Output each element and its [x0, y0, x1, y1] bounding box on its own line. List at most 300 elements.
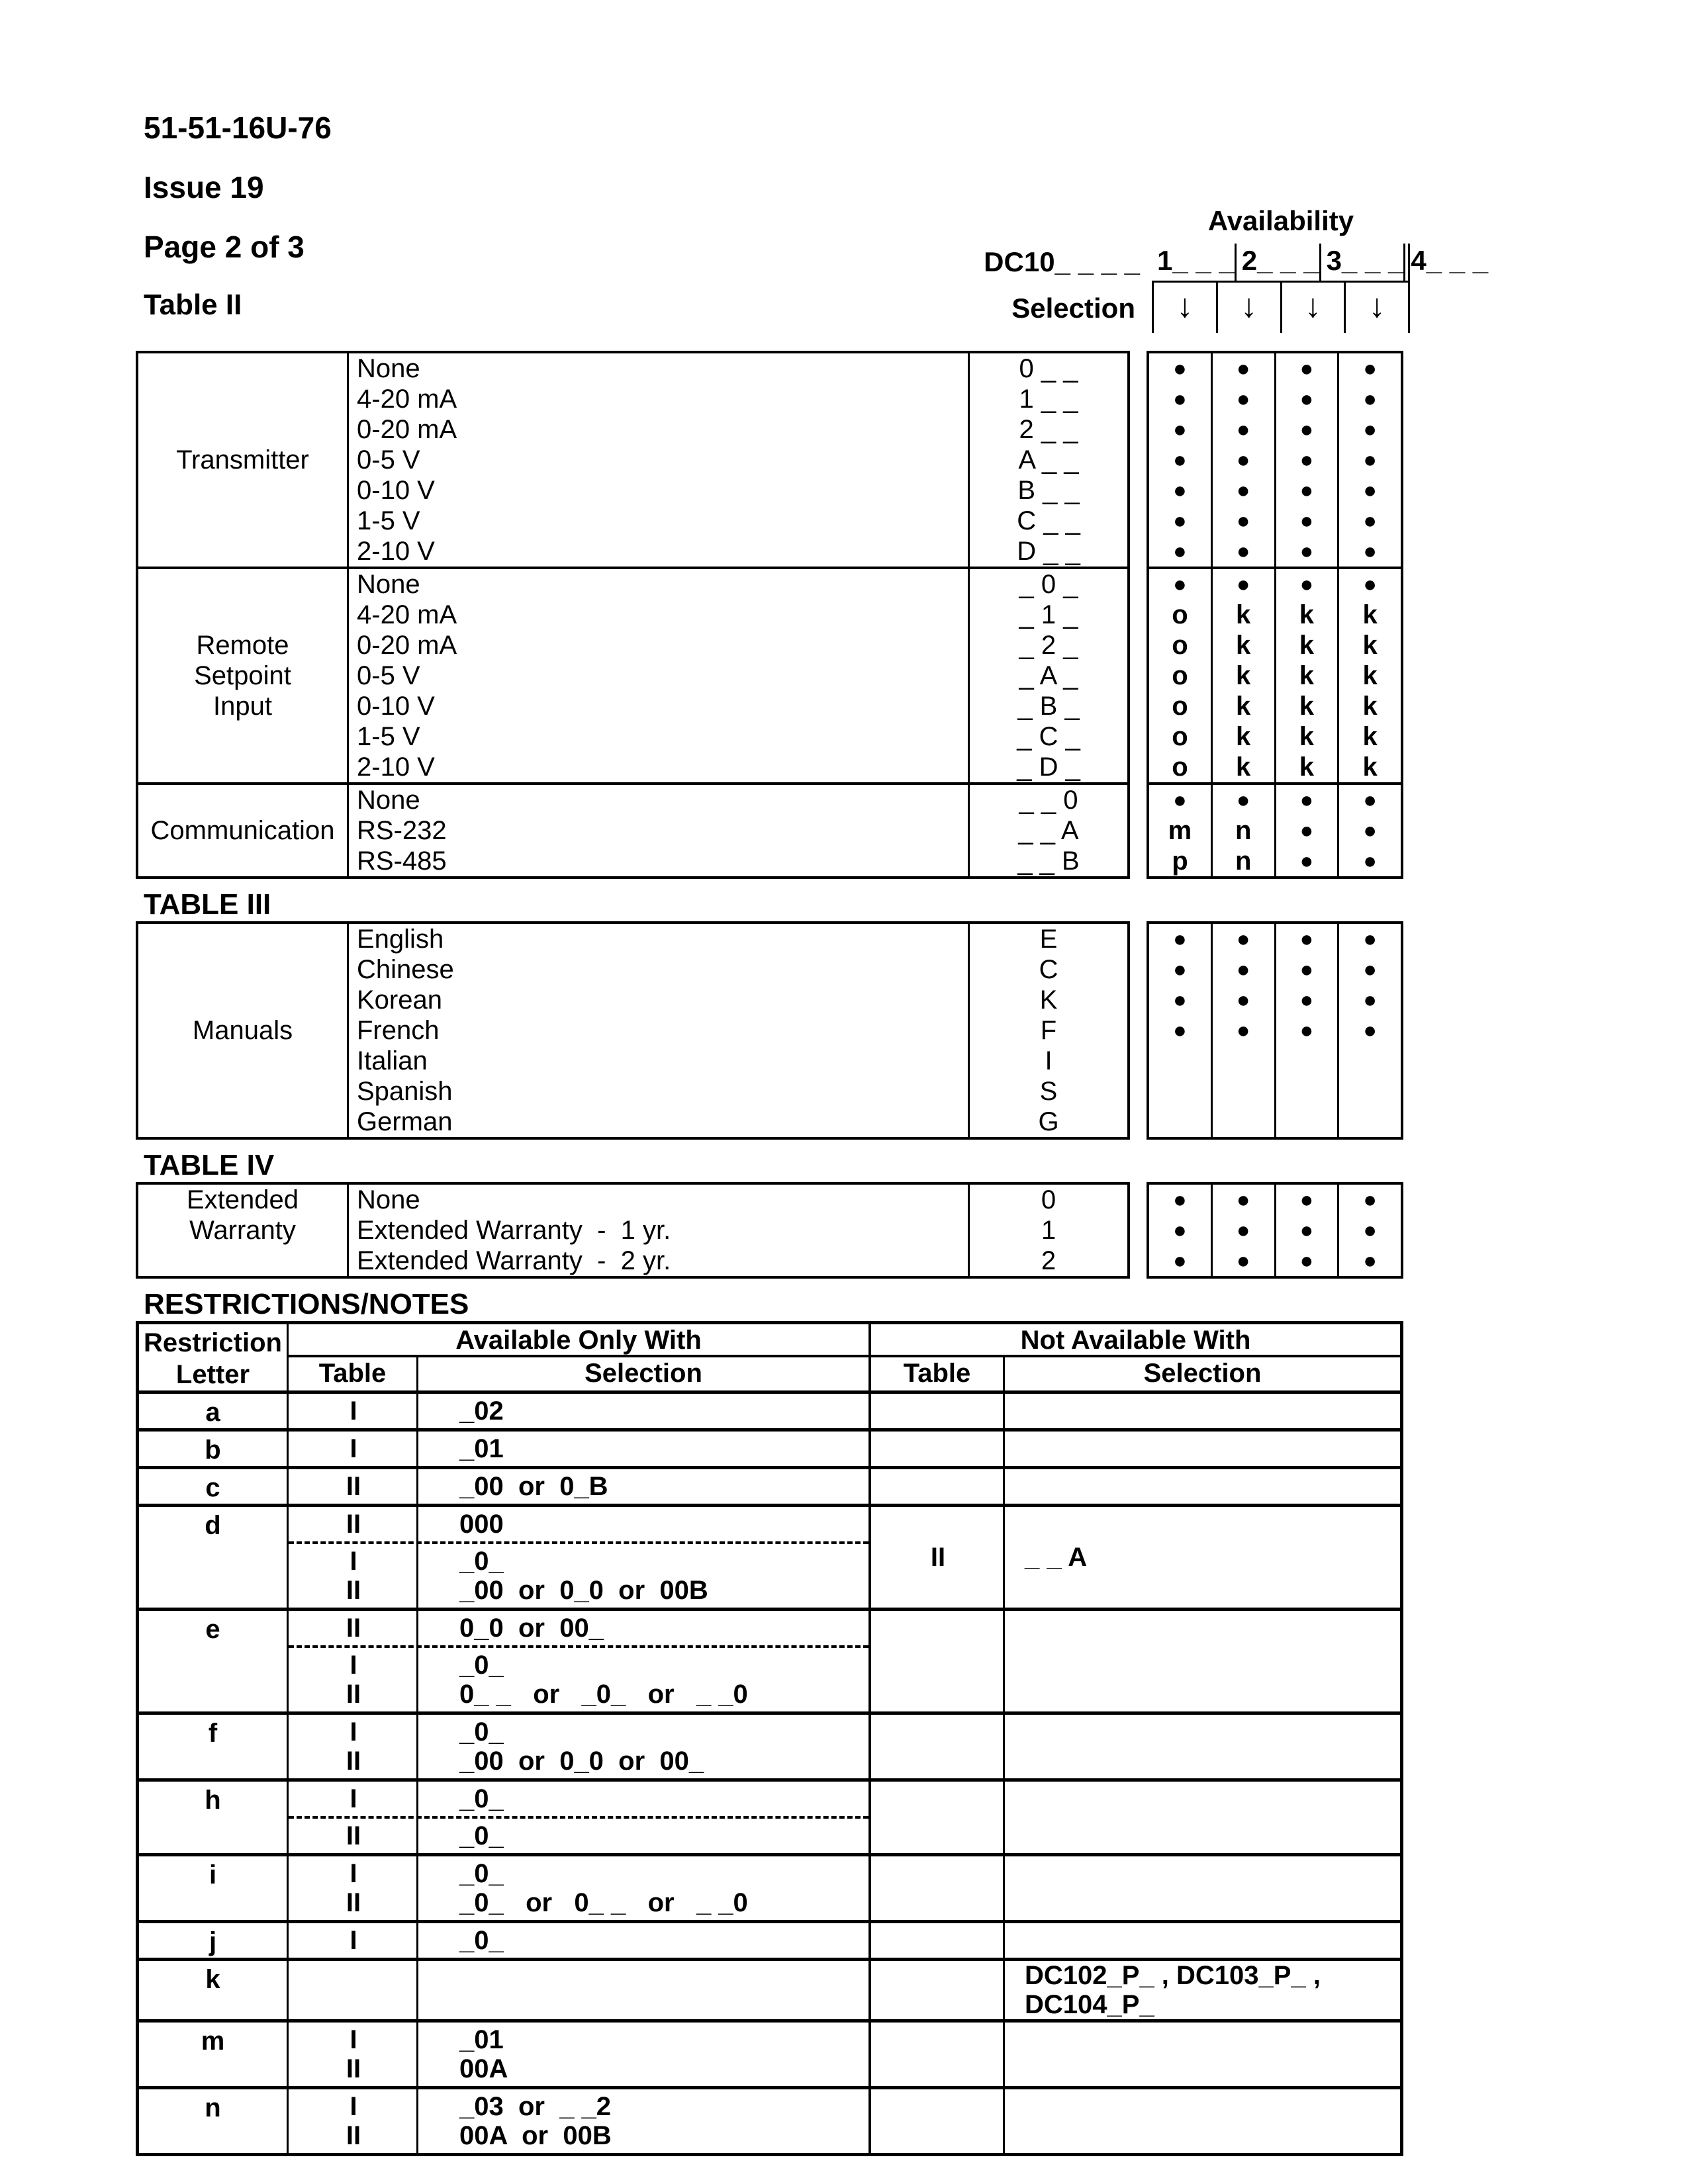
availability-mark: ●	[1299, 957, 1314, 982]
option-label: 0-5 V	[357, 661, 420, 690]
availability-column	[1337, 785, 1401, 876]
availability-section	[1149, 353, 1401, 569]
availability-column	[1337, 1185, 1401, 1276]
restrictions-header-row2	[289, 1357, 1400, 1390]
selection-code: _ A _	[1019, 661, 1078, 690]
availability-mark: o	[1172, 752, 1188, 782]
restrictions-title: RESTRICTIONS/NOTES	[144, 1288, 469, 1320]
selection-code: C _ _	[1017, 506, 1080, 535]
availability-mark: ●	[1363, 957, 1377, 982]
available-only-with-cell	[289, 1432, 871, 1466]
restriction-line	[289, 2054, 868, 2083]
category-cell	[138, 785, 349, 876]
model-number-prefix: DC10_ _ _ _	[984, 246, 1140, 277]
restriction-selection: 00A	[459, 2054, 508, 2083]
selection-code: _ _ A	[1018, 816, 1079, 845]
selection-code: _ B _	[1017, 692, 1080, 721]
availability-mark: ●	[1363, 1187, 1377, 1212]
selections-cell	[970, 353, 1127, 567]
availability-mark: ●	[1299, 356, 1314, 381]
restrictions-header-row1	[289, 1324, 1400, 1357]
restriction-line	[289, 1784, 868, 1813]
naw-selection-line: _ _ A	[1025, 1543, 1088, 1572]
availability-mark: ●	[1173, 417, 1187, 442]
restriction-line	[289, 1888, 868, 1917]
availability-mark: ●	[1173, 1018, 1187, 1043]
option-label: English	[357, 925, 444, 954]
down-arrow-icon: ↓	[1280, 283, 1344, 333]
aow-selection-header: Selection	[418, 1357, 871, 1390]
availability-mark: k	[1236, 600, 1251, 629]
availability-mark: ●	[1236, 1018, 1250, 1043]
selection-code: 2	[1041, 1246, 1056, 1275]
not-available-with-cell	[871, 1782, 1400, 1853]
availability-mark: k	[1362, 752, 1378, 782]
restriction-line	[289, 1472, 868, 1501]
selection-code: A _ _	[1018, 445, 1079, 475]
selection-code: 1	[1041, 1216, 1056, 1245]
availability-mark: o	[1172, 692, 1188, 721]
selection-code: B _ _	[1017, 476, 1080, 505]
available-only-with-cell	[289, 1923, 871, 1958]
availability-column	[1337, 353, 1401, 567]
restriction-row	[139, 1782, 1400, 1856]
restriction-letter: j	[139, 1923, 289, 1958]
availability-column-label: 4_ _ _	[1403, 244, 1488, 281]
table-title: TABLE IV	[144, 1149, 275, 1181]
availability-mark: k	[1299, 661, 1315, 690]
availability-mark: ●	[1173, 356, 1187, 381]
category-label: Manuals	[192, 1016, 293, 1045]
category-label: Setpoint	[194, 661, 291, 690]
availability-mark: k	[1362, 722, 1378, 751]
availability-mark: ●	[1173, 957, 1187, 982]
options-cell	[349, 924, 970, 1137]
restriction-table-ref: I	[350, 1859, 357, 1888]
options-cell	[349, 785, 970, 876]
restriction-letter: a	[139, 1394, 289, 1428]
availability-mark: ●	[1299, 1187, 1314, 1212]
availability-mark: ●	[1173, 1218, 1187, 1243]
availability-mark: k	[1299, 600, 1315, 629]
restriction-selection: _03 or _ _2	[459, 2092, 612, 2121]
availability-mark	[1276, 1107, 1338, 1137]
restriction-group	[289, 1544, 868, 1608]
option-label: 0-10 V	[357, 692, 435, 721]
naw-selection	[1005, 1543, 1400, 1572]
availability-mark	[1213, 1046, 1274, 1076]
selection-code: _ 1 _	[1019, 600, 1078, 629]
availability-mark: ●	[1299, 572, 1314, 597]
selections-cell	[970, 569, 1127, 782]
down-arrow-icon: ↓	[1176, 287, 1194, 324]
option-label: RS-485	[357, 846, 447, 876]
availability-mark: ●	[1236, 957, 1250, 982]
table-title: Table II	[144, 289, 242, 321]
not-available-with-cell	[871, 1432, 1400, 1466]
availability-mark: ●	[1173, 1187, 1187, 1212]
table-section	[138, 353, 1127, 569]
restriction-row	[139, 2089, 1400, 2153]
availability-mark	[1149, 1076, 1211, 1107]
restriction-table-ref: I	[350, 1784, 357, 1813]
table-section	[138, 1185, 1127, 1276]
not-available-with-cell	[871, 1611, 1400, 1711]
options-cell	[349, 569, 970, 782]
restriction-table-ref: I	[350, 1547, 357, 1576]
availability-mark: ●	[1363, 1218, 1377, 1243]
naw-selection	[1005, 1961, 1400, 2019]
availability-section	[1149, 924, 1401, 1137]
restriction-line	[289, 1614, 868, 1643]
option-label: Extended Warranty - 2 yr.	[357, 1246, 671, 1275]
restriction-line	[289, 2025, 868, 2054]
restriction-table-ref: I	[350, 2025, 357, 2054]
naw-selection-header: Selection	[1143, 1359, 1262, 1388]
availability-mark: ●	[1236, 987, 1250, 1013]
restriction-selection: 000	[459, 1510, 504, 1539]
availability-column-label: 1_ _ _	[1157, 245, 1235, 276]
not-available-with-cell	[871, 2023, 1400, 2086]
option-label: None	[357, 1185, 420, 1214]
available-only-with-cell	[289, 2089, 871, 2153]
availability-mark: ●	[1299, 1018, 1314, 1043]
availability-mark: ●	[1236, 508, 1250, 533]
restriction-line	[289, 2121, 868, 2150]
availability-mark: k	[1362, 600, 1378, 629]
option-label: 4-20 mA	[357, 600, 457, 629]
availability-mark: k	[1362, 692, 1378, 721]
restriction-table-ref: II	[346, 1510, 361, 1539]
restriction-table-ref: I	[350, 2092, 357, 2121]
restriction-group	[289, 1819, 868, 1853]
restriction-letter: i	[139, 1856, 289, 1920]
availability-mark: ●	[1236, 539, 1250, 564]
available-only-with-cell	[289, 1856, 871, 1920]
availability-column	[1211, 785, 1274, 876]
restriction-letter: h	[139, 1782, 289, 1853]
option-label: 0-20 mA	[357, 415, 457, 444]
availability-mark	[1339, 1046, 1401, 1076]
restriction-selection: _0_	[459, 1821, 504, 1850]
restriction-group	[289, 1648, 868, 1711]
restriction-table-ref: II	[346, 1614, 361, 1643]
restriction-table-ref: I	[350, 1926, 357, 1955]
category-label: Input	[213, 692, 272, 721]
availability-mark: ●	[1299, 987, 1314, 1013]
restriction-table-ref: II	[346, 1472, 361, 1501]
availability-mark: ●	[1173, 447, 1187, 473]
availability-mark: ●	[1236, 788, 1250, 813]
options-cell	[349, 353, 970, 567]
table-block-table-iv	[136, 1149, 1403, 1279]
availability-mark: k	[1299, 692, 1315, 721]
aow-table-header: Table	[289, 1357, 418, 1390]
selection-code: _ _ 0	[1019, 786, 1078, 815]
availability-mark	[1149, 1046, 1211, 1076]
restriction-letter: c	[139, 1469, 289, 1504]
not-available-with-cell	[871, 1923, 1400, 1958]
availability-mark: ●	[1363, 848, 1377, 874]
issue-number: Issue 19	[144, 170, 264, 205]
availability-column-label: 2_ _ _	[1235, 244, 1319, 281]
table-section	[138, 569, 1127, 785]
restriction-selection: 0_ _ or _0_ or _ _0	[459, 1680, 748, 1709]
restriction-line	[289, 1434, 868, 1463]
selection-code: K	[1039, 985, 1058, 1015]
availability-mark	[1213, 1107, 1274, 1137]
restrictions-body	[139, 1394, 1400, 2153]
restrictions-table	[136, 1321, 1403, 2156]
not-available-with-cell	[871, 1469, 1400, 1504]
category-cell	[138, 353, 349, 567]
available-only-with-cell	[289, 2023, 871, 2086]
selection-table	[136, 921, 1130, 1140]
restriction-selection: _0_	[459, 1547, 504, 1576]
restriction-line	[289, 1510, 868, 1539]
availability-table	[1147, 921, 1403, 1140]
availability-mark: ●	[1236, 572, 1250, 597]
availability-section	[1149, 1185, 1401, 1276]
availability-mark: ●	[1173, 927, 1187, 952]
option-label: Spanish	[357, 1077, 453, 1106]
naw-table-ref: II	[930, 1542, 946, 1572]
restriction-table-ref: II	[346, 1888, 361, 1917]
restriction-letter: m	[139, 2023, 289, 2086]
availability-mark: ●	[1363, 818, 1377, 843]
selection-code: D _ _	[1017, 537, 1080, 566]
restriction-group	[289, 1856, 868, 1920]
availability-mark: m	[1168, 816, 1192, 845]
naw-selection-line: DC104_P_	[1025, 1990, 1154, 2019]
availability-mark: k	[1236, 661, 1251, 690]
restriction-selection: _0_	[459, 1717, 504, 1747]
availability-mark: o	[1172, 661, 1188, 690]
availability-mark	[1213, 1076, 1274, 1107]
restriction-table-ref: I	[350, 1717, 357, 1747]
available-only-with-cell	[289, 1715, 871, 1778]
availability-mark: k	[1236, 692, 1251, 721]
restriction-line	[289, 1547, 868, 1576]
restriction-table-ref: II	[346, 1747, 361, 1776]
restriction-group	[289, 2023, 868, 2086]
category-cell	[138, 569, 349, 782]
available-only-with-cell	[289, 1961, 871, 2019]
option-label: None	[357, 570, 420, 599]
availability-column	[1149, 353, 1211, 567]
selection-code: _ D _	[1017, 752, 1080, 782]
availability-mark: ●	[1299, 927, 1314, 952]
availability-mark: ●	[1363, 1248, 1377, 1273]
restriction-letter: d	[139, 1507, 289, 1608]
not-available-with-cell	[871, 1394, 1400, 1428]
restriction-letter: b	[139, 1432, 289, 1466]
restriction-selection: 00A or 00B	[459, 2121, 612, 2150]
not-available-with-header: Not Available With	[1020, 1326, 1251, 1355]
selection-code: 1 _ _	[1019, 385, 1078, 414]
restriction-selection: _0_	[459, 1784, 504, 1813]
availability-section	[1149, 785, 1401, 876]
availability-mark: k	[1236, 631, 1251, 660]
availability-mark	[1149, 1107, 1211, 1137]
page-number: Page 2 of 3	[144, 230, 305, 264]
selections-cell	[970, 785, 1127, 876]
availability-mark	[1276, 1076, 1338, 1107]
page-content	[136, 0, 1489, 2156]
availability-mark: ●	[1299, 478, 1314, 503]
availability-column-label: 3_ _ _	[1319, 244, 1404, 281]
restriction-row	[139, 2023, 1400, 2089]
restriction-letter: n	[139, 2089, 289, 2153]
selections-cell	[970, 1185, 1127, 1276]
availability-section	[1149, 569, 1401, 785]
option-label: Italian	[357, 1046, 428, 1075]
category-cell	[138, 1185, 349, 1276]
availability-mark: ●	[1299, 848, 1314, 874]
option-label: 4-20 mA	[357, 385, 457, 414]
availability-column	[1149, 785, 1211, 876]
naw-selection-line: DC102_P_ , DC103_P_ ,	[1025, 1961, 1321, 1990]
restriction-selection: _0_	[459, 1926, 504, 1955]
availability-mark: k	[1362, 661, 1378, 690]
restriction-selection: _00 or 0_0 or 00B	[459, 1576, 708, 1605]
availability-column	[1149, 569, 1211, 782]
restriction-row	[139, 1469, 1400, 1507]
restriction-letter-header-line2: Letter	[175, 1360, 250, 1389]
option-label: RS-232	[357, 816, 447, 845]
restriction-letter-header-line1: Restriction	[144, 1328, 282, 1357]
restriction-row	[139, 1856, 1400, 1923]
restriction-selection: _0_	[459, 1651, 504, 1680]
restriction-letter: f	[139, 1715, 289, 1778]
option-label: None	[357, 786, 420, 815]
availability-mark: ●	[1173, 387, 1187, 412]
availability-mark	[1339, 1076, 1401, 1107]
availability-mark	[1339, 1107, 1401, 1137]
availability-column	[1274, 1185, 1338, 1276]
availability-column	[1211, 569, 1274, 782]
down-arrow-icon: ↓	[1216, 283, 1280, 333]
selection-code: _ 2 _	[1019, 631, 1078, 660]
availability-mark: ●	[1363, 417, 1377, 442]
availability-heading: Availability	[1207, 205, 1354, 236]
restriction-table-ref: II	[346, 1680, 361, 1709]
selection-code: S	[1039, 1077, 1058, 1106]
selection-code: 0	[1041, 1185, 1056, 1214]
option-label: None	[357, 354, 420, 383]
availability-mark: ●	[1299, 788, 1314, 813]
document-header	[144, 98, 332, 277]
option-label: 1-5 V	[357, 506, 420, 535]
availability-mark: o	[1172, 722, 1188, 751]
available-only-with-cell	[289, 1394, 871, 1428]
available-only-with-cell	[289, 1507, 871, 1608]
restriction-group	[289, 1611, 868, 1648]
availability-mark: ●	[1363, 447, 1377, 473]
option-label: French	[357, 1016, 440, 1045]
availability-mark: ●	[1363, 788, 1377, 813]
down-arrow-icon: ↓	[1344, 283, 1408, 333]
availability-column	[1211, 1185, 1274, 1276]
selection-code: E	[1039, 925, 1058, 954]
table-body-table-iv	[136, 1182, 1403, 1279]
availability-mark: k	[1236, 752, 1251, 782]
available-only-with-cell	[289, 1469, 871, 1504]
selections-cell	[970, 924, 1127, 1137]
availability-mark	[1276, 1046, 1338, 1076]
availability-mark: ●	[1363, 478, 1377, 503]
restriction-row	[139, 1611, 1400, 1715]
restriction-table-ref: II	[346, 1576, 361, 1605]
availability-column	[1211, 924, 1274, 1137]
option-label: 2-10 V	[357, 537, 435, 566]
option-label: 2-10 V	[357, 752, 435, 782]
restriction-line	[289, 1651, 868, 1680]
restriction-row	[139, 1923, 1400, 1961]
restriction-selection: _02	[459, 1396, 504, 1426]
availability-mark: ●	[1236, 1187, 1250, 1212]
restriction-selection: _00 or 0_0 or 00_	[459, 1747, 704, 1776]
category-label: Communication	[150, 816, 335, 845]
restriction-line	[289, 1747, 868, 1776]
availability-mark: ●	[1363, 572, 1377, 597]
restrictions-header	[139, 1324, 1400, 1394]
availability-mark: ●	[1363, 987, 1377, 1013]
restriction-selection: _00 or 0_B	[459, 1472, 608, 1501]
availability-mark: n	[1235, 816, 1252, 845]
restriction-line	[289, 1680, 868, 1709]
restriction-table-ref: I	[350, 1434, 357, 1463]
restriction-table-ref: I	[350, 1651, 357, 1680]
restriction-group	[289, 1507, 868, 1544]
available-only-with-cell	[289, 1782, 871, 1853]
availability-table	[1147, 351, 1403, 879]
availability-mark: ●	[1299, 539, 1314, 564]
availability-mark: ●	[1236, 417, 1250, 442]
table-section	[138, 924, 1127, 1137]
availability-mark: k	[1362, 631, 1378, 660]
availability-column	[1274, 785, 1338, 876]
availability-table	[1147, 1182, 1403, 1279]
restriction-group	[289, 1394, 868, 1428]
availability-mark: ●	[1173, 508, 1187, 533]
availability-mark: k	[1299, 752, 1315, 782]
availability-mark: k	[1299, 631, 1315, 660]
availability-mark: ●	[1363, 356, 1377, 381]
restriction-selection: _01	[459, 2025, 504, 2054]
selection-code: C	[1039, 955, 1058, 984]
option-label: 0-20 mA	[357, 631, 457, 660]
table-title: TABLE III	[144, 888, 271, 921]
restriction-selection: 0_0 or 00_	[459, 1614, 604, 1643]
not-available-with-cell	[871, 2089, 1400, 2153]
availability-mark: ●	[1363, 1018, 1377, 1043]
availability-mark: ●	[1236, 1248, 1250, 1273]
restriction-table-ref: II	[346, 2121, 361, 2150]
availability-mark: ●	[1363, 539, 1377, 564]
restriction-selection: _0_ or 0_ _ or _ _0	[459, 1888, 748, 1917]
availability-mark: ●	[1299, 1248, 1314, 1273]
option-label: Chinese	[357, 955, 454, 984]
availability-mark: k	[1299, 722, 1315, 751]
available-only-with-cell	[289, 1611, 871, 1711]
category-cell	[138, 924, 349, 1137]
availability-mark: ●	[1236, 387, 1250, 412]
option-label: 0-10 V	[357, 476, 435, 505]
not-available-with-cell	[871, 1507, 1400, 1608]
availability-arrow-row	[1152, 283, 1410, 333]
option-label: 0-5 V	[357, 445, 420, 475]
